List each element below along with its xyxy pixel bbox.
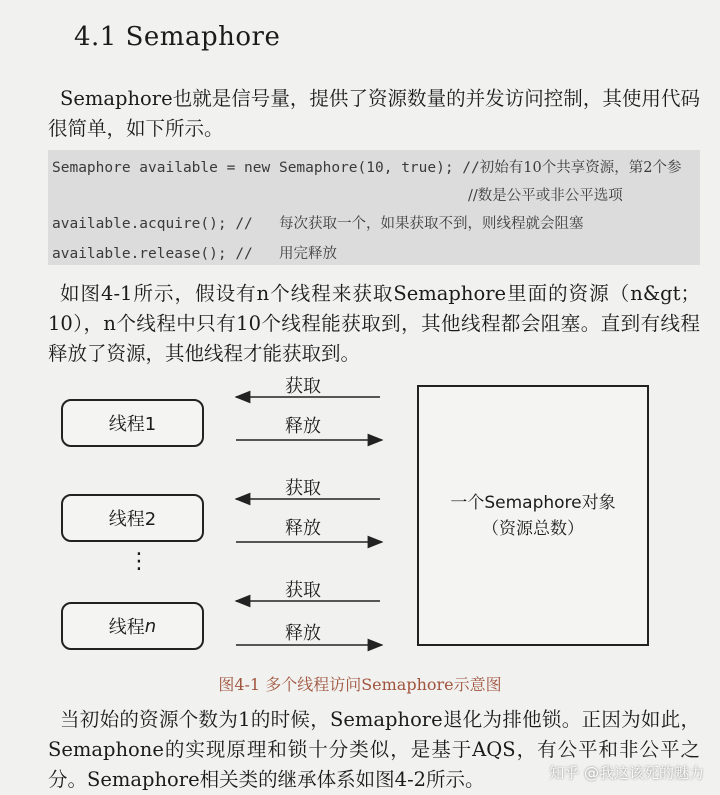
code-line-2 (468, 184, 623, 205)
release-label-n: 释放 (285, 623, 321, 644)
semaphore-object-box (417, 385, 649, 646)
code-block (48, 150, 700, 265)
box-subtitle: （资源总数） (482, 518, 584, 539)
intro-paragraph: Semaphore也就是信号量，提供了资源数量的并发访问控制，其使用代码很简单，如下所示。 (48, 87, 700, 140)
acquire-label-2: 获取 (285, 478, 321, 499)
thread-2-box (61, 494, 204, 542)
code-line-4 (52, 242, 337, 263)
code-comment: 用完释放 (278, 246, 337, 262)
box-title: 一个Semaphore对象 (450, 492, 616, 513)
watermark: 知乎 @我这该死的魅力 (549, 764, 704, 782)
acquire-label-n: 获取 (285, 580, 321, 601)
code-comment: //数是公平或非公平选项 (468, 188, 623, 204)
release-label-1: 释放 (285, 416, 321, 437)
ellipsis-icon: ⋮ (128, 549, 150, 574)
figure-caption: 图4-1 多个线程访问Semaphore示意图 (218, 675, 502, 694)
code-line-1 (52, 156, 681, 177)
thread-1-box (61, 399, 204, 447)
code-text: available.release(); // (52, 246, 279, 262)
thread-n-suffix: n (144, 615, 157, 637)
thread-label: 线程2 (108, 509, 157, 530)
code-text: available.acquire(); // (52, 216, 279, 232)
semaphore-diagram (0, 370, 720, 670)
section-title: 4.1 Semaphore (74, 22, 281, 52)
acquire-label-1: 获取 (285, 376, 321, 397)
thread-label: 线程 (108, 617, 145, 638)
thread-label: 线程1 (108, 414, 157, 435)
release-label-2: 释放 (285, 518, 321, 539)
code-comment: 每次获取一个，如果获取不到，则线程就会阻塞 (278, 216, 584, 232)
closing-paragraph: 当初始的资源个数为1的时候，Semaphore退化为排他锁。正因为如此，Semaphone的实现原理和锁十分类似，是基于AQS，有公平和非公平之分。Semaphore相关类的继承体系如图4-2所示。 (48, 708, 700, 791)
code-comment: 初始有10个共享资源，第2个参 (479, 160, 682, 176)
thread-n-box (61, 602, 204, 650)
figure-intro-paragraph: 如图4-1所示，假设有n个线程来获取Semaphore里面的资源（n&gt；10），n个线程中只有10个线程能获取到，其他线程都会阻塞。直到有线程释放了资源，其他线程才能获取到。 (48, 282, 700, 365)
code-text: Semaphore available = new Semaphore(10, true); // (52, 160, 480, 176)
code-line-3 (52, 212, 583, 233)
